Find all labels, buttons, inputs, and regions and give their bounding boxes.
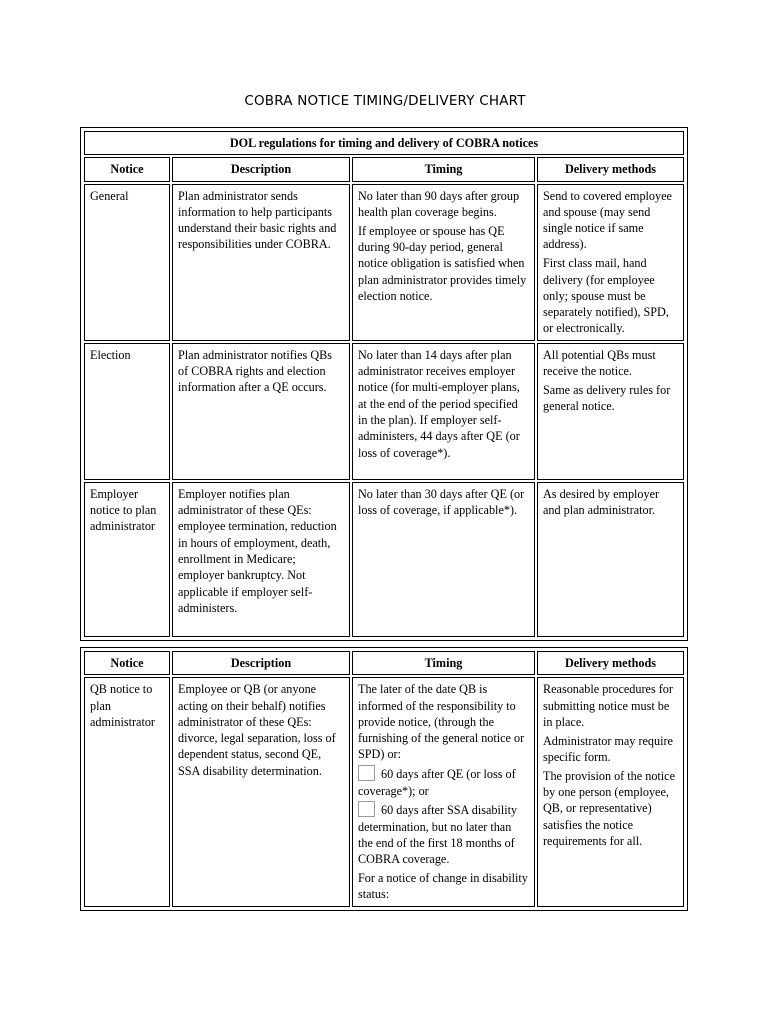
timing-text: If employee or spouse has QE during 90-day period, general notice obligation is satisfied when plan administrator provides timely election notice. xyxy=(358,223,527,303)
column-header-timing: Timing xyxy=(352,651,535,675)
notice-cell: Employer notice to plan administrator xyxy=(84,482,170,637)
delivery-cell xyxy=(537,677,684,906)
checkbox[interactable] xyxy=(358,765,375,781)
delivery-text: Administrator may require specific form. xyxy=(543,733,673,764)
notice-cell: Election xyxy=(84,343,170,480)
timing-text: No later than 30 days after QE (or loss of coverage, if applicable*). xyxy=(358,486,525,518)
page-title: COBRA NOTICE TIMING/DELIVERY CHART xyxy=(244,93,526,109)
description-cell: Employee or QB (or anyone acting on their behalf) notifies administrator of these QEs: divorce, legal separation, loss of dependent status, second QE, SSA disability determination. xyxy=(172,677,350,906)
delivery-cell xyxy=(537,482,684,637)
cobra-timing-table xyxy=(80,127,688,641)
table-row xyxy=(84,482,684,637)
delivery-text: First class mail, hand delivery (for employee only; spouse must be separately notified), SPD, or electronically. xyxy=(543,256,669,336)
timing-cell xyxy=(352,184,535,341)
delivery-text: The provision of the notice by one person (employee, QB, or representative) satisfies the notice requirements for all. xyxy=(543,768,675,848)
column-header-delivery: Delivery methods xyxy=(537,157,684,181)
delivery-text: Send to covered employee and spouse (may send single notice if same address). xyxy=(543,188,672,252)
description-cell: Plan administrator sends information to help participants understand their basic rights and responsibilities under COBRA. xyxy=(172,184,350,341)
timing-text: For a notice of change in disability status: xyxy=(358,871,528,902)
table-caption: DOL regulations for timing and delivery of COBRA notices xyxy=(84,131,684,155)
timing-text: No later than 14 days after plan administrator receives employer notice (for multi-employer plans, at the end of the period specified in the plan). If employer self-administers, 44 days after QE (or loss of coverage*). xyxy=(358,347,520,460)
table-row xyxy=(84,343,684,480)
delivery-text: All potential QBs must receive the notice. xyxy=(543,347,656,379)
timing-option xyxy=(358,765,529,799)
column-header-notice: Notice xyxy=(84,651,170,675)
delivery-text: As desired by employer and plan administrator. xyxy=(543,486,660,518)
description-cell: Employer notifies plan administrator of these QEs: employee termination, reduction in hours of employment, death, enrollment in Medicare; employer bankruptcy. Not applicable if employer self-administers. xyxy=(172,482,350,637)
column-header-description: Description xyxy=(172,157,350,181)
notice-cell: General xyxy=(84,184,170,341)
table-row xyxy=(84,677,684,906)
table-row xyxy=(84,184,684,341)
timing-option-label: 60 days after QE (or loss of coverage*); or xyxy=(358,767,516,798)
timing-option-label: 60 days after SSA disability determination, but no later than the end of the first 18 months of COBRA coverage. xyxy=(358,803,518,867)
description-cell: Plan administrator notifies QBs of COBRA rights and election information after a QE occurs. xyxy=(172,343,350,480)
column-header-timing: Timing xyxy=(352,157,535,181)
timing-option xyxy=(358,801,529,867)
column-header-description: Description xyxy=(172,651,350,675)
timing-text: No later than 90 days after group health plan coverage begins. xyxy=(358,188,520,219)
column-header-notice: Notice xyxy=(84,157,170,181)
timing-cell xyxy=(352,482,535,637)
column-header-delivery: Delivery methods xyxy=(537,651,684,675)
timing-cell xyxy=(352,677,535,906)
checkbox[interactable] xyxy=(358,801,375,817)
delivery-text: Reasonable procedures for submitting notice must be in place. xyxy=(543,682,673,729)
delivery-cell xyxy=(537,184,684,341)
delivery-text: Same as delivery rules for general notice. xyxy=(543,382,671,414)
qb-notice-table xyxy=(80,647,688,911)
notice-cell: QB notice to plan administrator xyxy=(84,677,170,906)
timing-cell xyxy=(352,343,535,480)
timing-text: The later of the date QB is informed of the responsibility to provide notice, (through the furnishing of the general notice or SPD) or: xyxy=(358,682,525,762)
delivery-cell xyxy=(537,343,684,480)
